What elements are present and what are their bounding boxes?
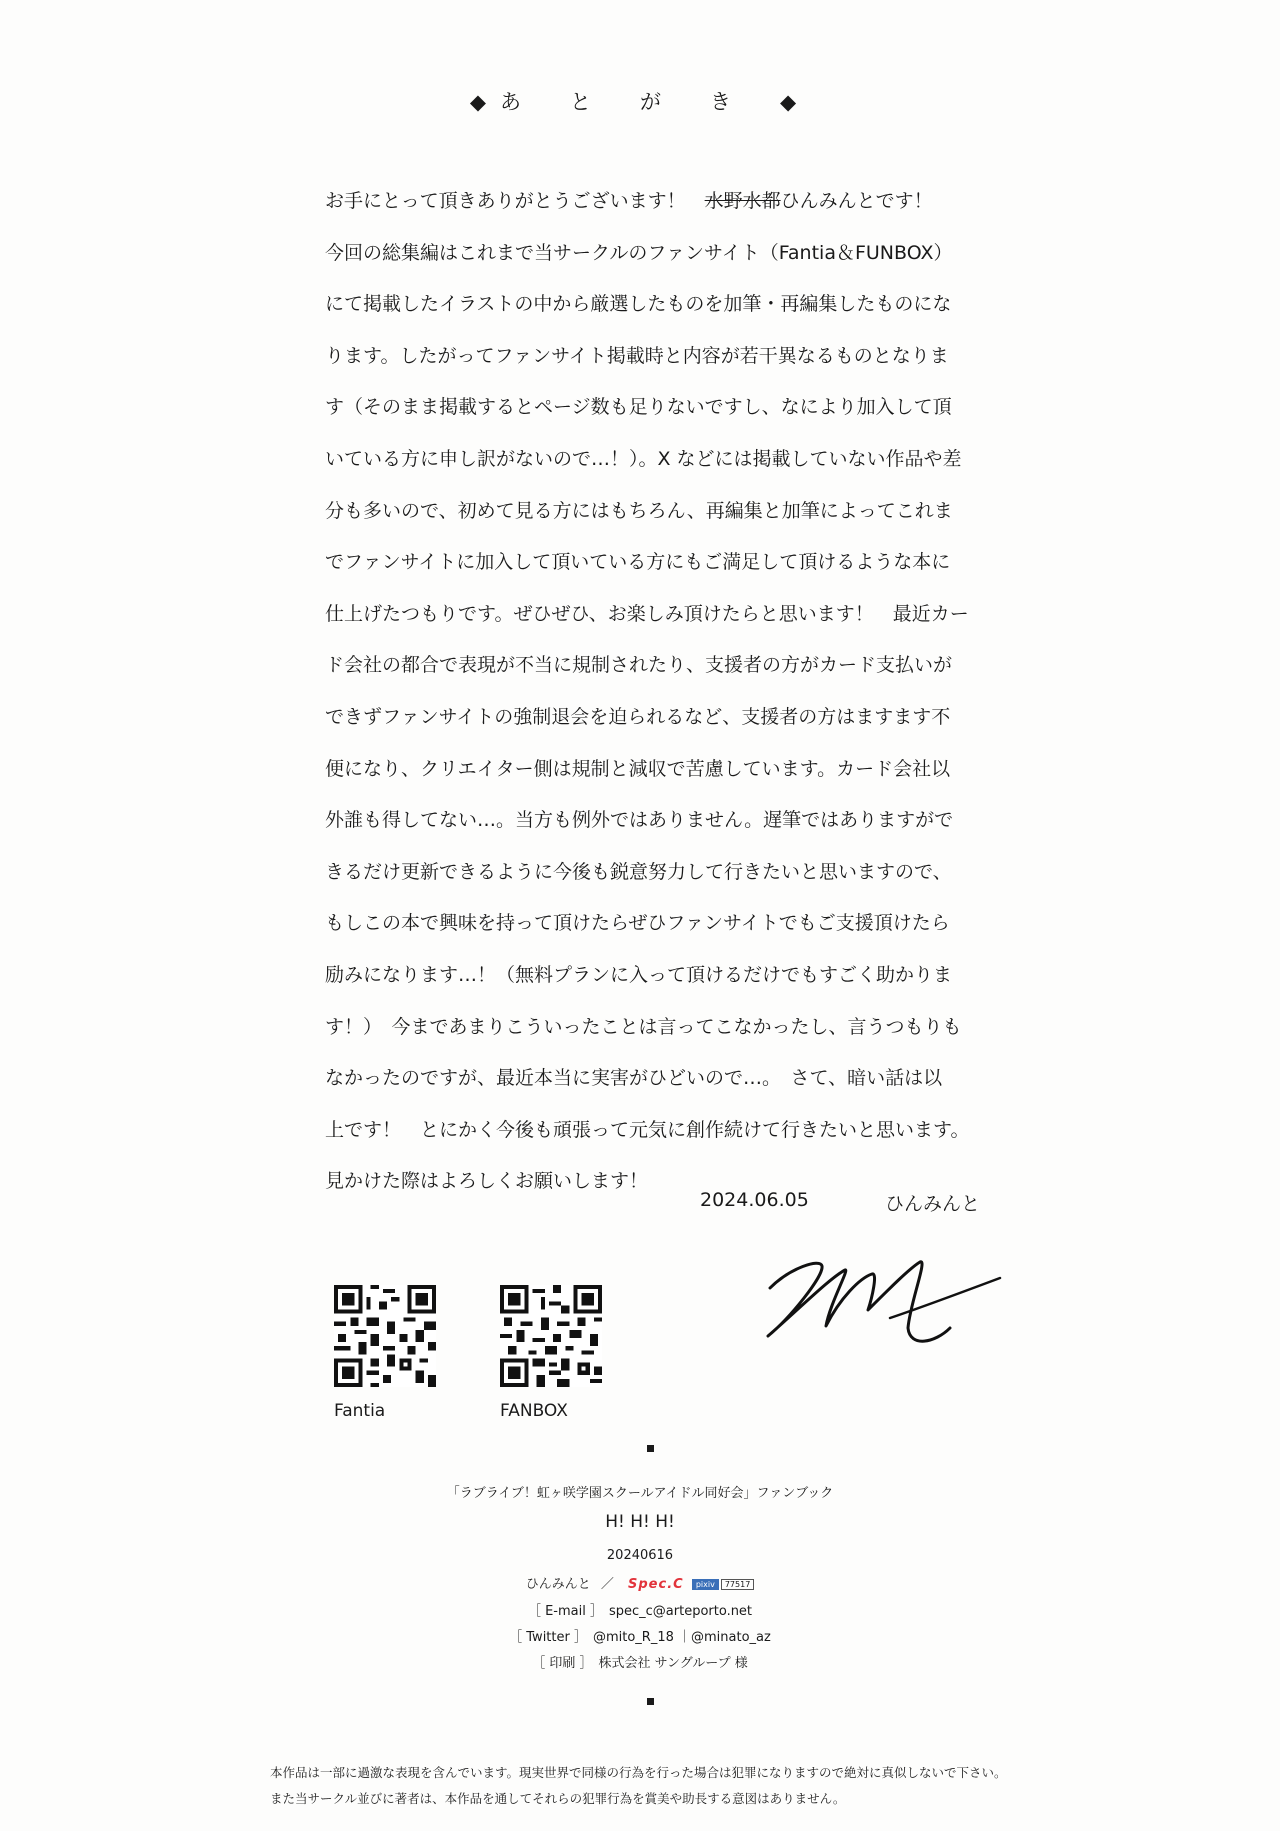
body-line: 見かけた際はよろしくお願いします！ [325,1170,649,1193]
body-line: にて掲載したイラストの中から厳選したものを加筆・再編集したものにな [325,293,952,316]
separator-dot [647,1445,654,1452]
body-line: ります。したがってファンサイト掲載時と内容が若干異なるものとなりま [325,344,949,367]
body-line-lead: お手にとって頂きありがとうございます！ [325,190,705,212]
fantia-label: Fantia [334,1401,386,1421]
handwritten-signature [760,1248,1010,1348]
circle-author: ひんみんと [525,1577,591,1592]
book-title: H! H! H! [605,1512,675,1532]
body-line: もしこの本で興味を持って頂けたらぜひファンサイトでもご支援頂けたら [325,912,950,935]
date-code: 20240616 [606,1548,674,1563]
body-line: できずファンサイトの強制退会を迫られるなど、支援者の方はますます不 [325,705,951,728]
body-line: 今回の総集編はこれまで当サークルのファンサイト（Fantia＆FUNBOX） [325,241,953,264]
body-line: 励みになります…！（無料プランに入って頂けるだけでもすごく助かりま [325,963,953,986]
body-line: 仕上げたつもりです。ぜひぜひ、お楽しみ頂けたらと思います！ 最近カー [325,602,969,625]
afterword-body [325,176,980,1208]
email-label: ［ E-mail ］ [527,1604,603,1619]
body-line: 上です！ とにかく今後も頑張って元気に創作続けて行きたいと思います。 [325,1118,970,1141]
circle-logo: Spec.C [628,1577,684,1592]
separator-dot [647,1698,654,1705]
twitter-handles[interactable]: @mito_R_18 ｜@minato_az [592,1630,771,1645]
fanbox-qr-block[interactable] [500,1285,602,1421]
body-line: なかったのですが、最近本当に実害がひどいので…。 さて、暗い話は以 [325,1067,943,1090]
printer-label: ［ 印刷 ］ [532,1656,593,1671]
twitter-line [0,1626,1280,1645]
circle-line [0,1573,1280,1592]
disclaimer-line: また当サークル並びに著者は、本作品を通してそれらの犯罪行為を賞美や助長する意図はありません。 [270,1791,846,1806]
fantia-qr-block[interactable] [334,1285,436,1421]
separator: ／ [600,1577,614,1592]
pixiv-number: 77517 [721,1579,754,1590]
body-line: でファンサイトに加入して頂いている方にもご満足して頂けるような本に [325,551,951,574]
twitter-label: ［ Twitter ］ [509,1630,587,1645]
author-name: ひんみんと [884,1193,980,1215]
body-line [325,176,980,228]
struck-name: 水野水都 [704,190,781,212]
body-line: す（そのまま掲載するとページ数も足りないですし、なにより加入して頂 [325,396,952,419]
fanbox-label: FANBOX [500,1401,568,1421]
qr-code-icon[interactable] [334,1285,436,1387]
printer-line [0,1652,1280,1671]
body-line: 便になり、クリエイター側は規制と減収で苦慮しています。カード会社以 [325,757,951,780]
body-line: ド会社の都合で表現が不当に規制されたり、支援者の方がカード支払いが [325,654,953,677]
date: 2024.06.05 [700,1189,809,1211]
disclaimer [270,1760,1007,1812]
qr-code-icon[interactable] [500,1285,602,1387]
body-line: 外誰も得してない…。当方も例外ではありません。遅筆ではありますがで [325,809,954,832]
disclaimer-line: 本作品は一部に過激な表現を含んでいます。現実世界で同様の行為を行った場合は犯罪になりますので絶対に真似しないで下さい。 [270,1765,1007,1780]
email-line [0,1600,1280,1619]
body-line-tail: ひんみんとです！ [780,190,933,212]
body-line: す！） 今まであまりこういったことは言ってこなかったし、言うつもりも [325,1015,962,1038]
body-line: 分も多いので、初めて見る方にはもちろん、再編集と加筆によってこれま [325,499,953,522]
body-line: いている方に申し訳がないので…！）。X などには掲載していない作品や差 [325,447,962,470]
pixiv-tag: pixiv [692,1579,719,1590]
date-signature-line [700,1189,980,1216]
email-link[interactable]: spec_c@arteporto.net [608,1604,753,1619]
printer-name: 株式会社 サングループ 様 [598,1656,748,1671]
colophon-subtitle: 「ラブライブ！虹ヶ咲学園スクールアイドル同好会」ファンブック [446,1486,834,1501]
body-line: きるだけ更新できるように今後も鋭意努力して行きたいと思いますので、 [325,860,952,883]
afterword-title: ◆あ と が き ◆ [469,90,811,114]
